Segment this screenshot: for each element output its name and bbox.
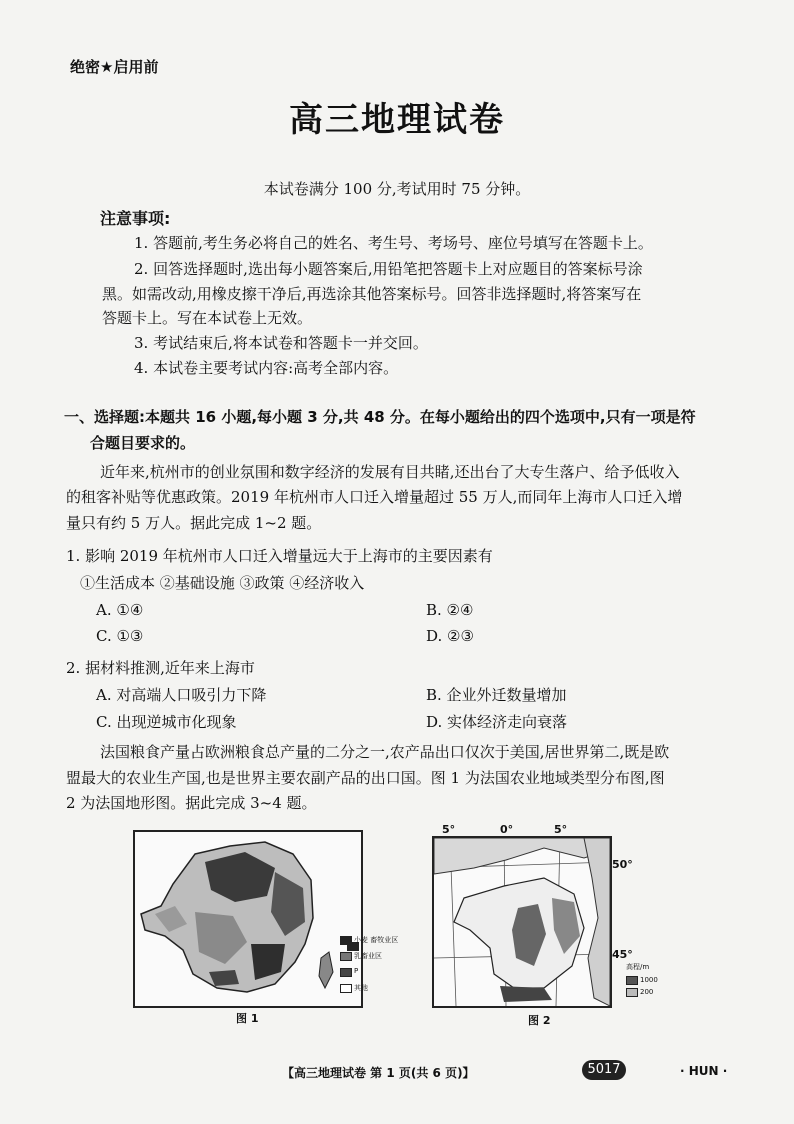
legend-swatch-dairy <box>340 952 352 961</box>
legend-swatch-wheat <box>340 936 352 945</box>
passage-2-line-2: 盟最大的农业生产国,也是世界主要农副产品的出口国。图 1 为法国农业地域类型分布图,图 <box>66 769 665 787</box>
question-2-option-a[interactable]: A. 对高端人口吸引力下降 <box>96 686 267 704</box>
passage-2-line-3: 2 为法国地形图。据此完成 3~4 题。 <box>66 794 317 812</box>
region-code: · HUN · <box>680 1064 728 1078</box>
legend-swatch-high <box>626 976 638 985</box>
figure-2-lon-label-1: 5° <box>442 823 456 836</box>
question-1-stem: 1. 影响 2019 年杭州市人口迁入增量远大于上海市的主要因素有 <box>66 547 493 565</box>
france-agriculture-map <box>135 832 361 1006</box>
page-footer: 【高三地理试卷 第 1 页(共 6 页)】 <box>282 1066 475 1080</box>
question-2-stem: 2. 据材料推测,近年来上海市 <box>66 659 255 677</box>
legend-label-other: 其他 <box>354 984 368 992</box>
legend-label-p: P <box>354 967 359 975</box>
figure-2-legend <box>626 962 666 1008</box>
section-heading: 一、选择题:本题共 16 小题,每小题 3 分,共 48 分。在每小题给出的四个选项中,只有一项是符 <box>64 408 696 426</box>
legend-swatch-mid <box>626 988 638 997</box>
legend-value-200: 200 <box>640 988 654 996</box>
exam-info: 本试卷满分 100 分,考试用时 75 分钟。 <box>263 180 531 198</box>
notice-item-2-cont: 黑。如需改动,用橡皮擦干净后,再选涂其他答案标号。回答非选择题时,将答案写在 <box>102 285 642 303</box>
question-1-option-d[interactable]: D. ②③ <box>426 627 474 645</box>
confidential-label: 绝密★启用前 <box>70 58 159 76</box>
legend-swatch-other <box>340 984 352 993</box>
figure-2-caption: 图 2 <box>528 1014 551 1027</box>
figure-2-lat-label-2: 45° <box>612 948 633 961</box>
passage-1-line-3: 量只有约 5 万人。据此完成 1~2 题。 <box>66 514 322 532</box>
notice-item-2-end: 答题卡上。写在本试卷上无效。 <box>102 309 313 327</box>
question-2-option-d[interactable]: D. 实体经济走向衰落 <box>426 713 568 731</box>
legend-value-1000: 1000 <box>640 976 658 984</box>
question-1-option-b[interactable]: B. ②④ <box>426 601 474 619</box>
page-title: 高三地理试卷 <box>289 100 505 140</box>
question-1-factors: ①生活成本 ②基础设施 ③政策 ④经济收入 <box>80 574 365 592</box>
figure-1-legend <box>340 932 410 1002</box>
figure-2-lon-label-3: 5° <box>554 823 568 836</box>
question-1-option-a[interactable]: A. ①④ <box>96 601 144 619</box>
france-terrain-map <box>434 838 610 1006</box>
section-heading-cont: 合题目要求的。 <box>90 434 196 452</box>
figure-1-agriculture-map <box>133 830 363 1008</box>
figure-2-lon-label-2: 0° <box>500 823 514 836</box>
question-2-option-c[interactable]: C. 出现逆城市化现象 <box>96 713 237 731</box>
figure-1-caption: 图 1 <box>236 1012 259 1025</box>
notice-item-3: 3. 考试结束后,将本试卷和答题卡一并交回。 <box>134 334 428 352</box>
figure-2-lat-label-1: 50° <box>612 858 633 871</box>
legend-swatch-p <box>340 968 352 977</box>
passage-2-line-1: 法国粮食产量占欧洲粮食总产量的二分之一,农产品出口仅次于美国,居世界第二,既是欧 <box>100 743 670 761</box>
notice-item-1: 1. 答题前,考生务必将自己的姓名、考生号、考场号、座位号填写在答题卡上。 <box>134 234 653 252</box>
passage-1-line-2: 的租客补贴等优惠政策。2019 年杭州市人口迁入增量超过 55 万人,而同年上海市人口迁入增 <box>66 488 683 506</box>
passage-1-line-1: 近年来,杭州市的创业氛围和数字经济的发展有目共睹,还出台了大专生落户、给予低收入 <box>100 463 680 481</box>
question-1-option-c[interactable]: C. ①③ <box>96 627 144 645</box>
question-2-option-b[interactable]: B. 企业外迁数量增加 <box>426 686 567 704</box>
legend-elevation-title: 高程/m <box>626 963 650 971</box>
legend-label-dairy: 乳畜业区 <box>354 952 382 960</box>
notice-heading: 注意事项: <box>100 209 171 228</box>
notice-item-2: 2. 回答选择题时,选出每小题答案后,用铅笔把答题卡上对应题目的答案标号涂 <box>134 260 643 278</box>
legend-label-wheat: 小麦 畜牧业区 <box>354 936 399 944</box>
exam-code-badge: 5017 <box>582 1060 626 1080</box>
figure-2-terrain-map <box>432 836 612 1008</box>
notice-item-4: 4. 本试卷主要考试内容:高考全部内容。 <box>134 359 399 377</box>
